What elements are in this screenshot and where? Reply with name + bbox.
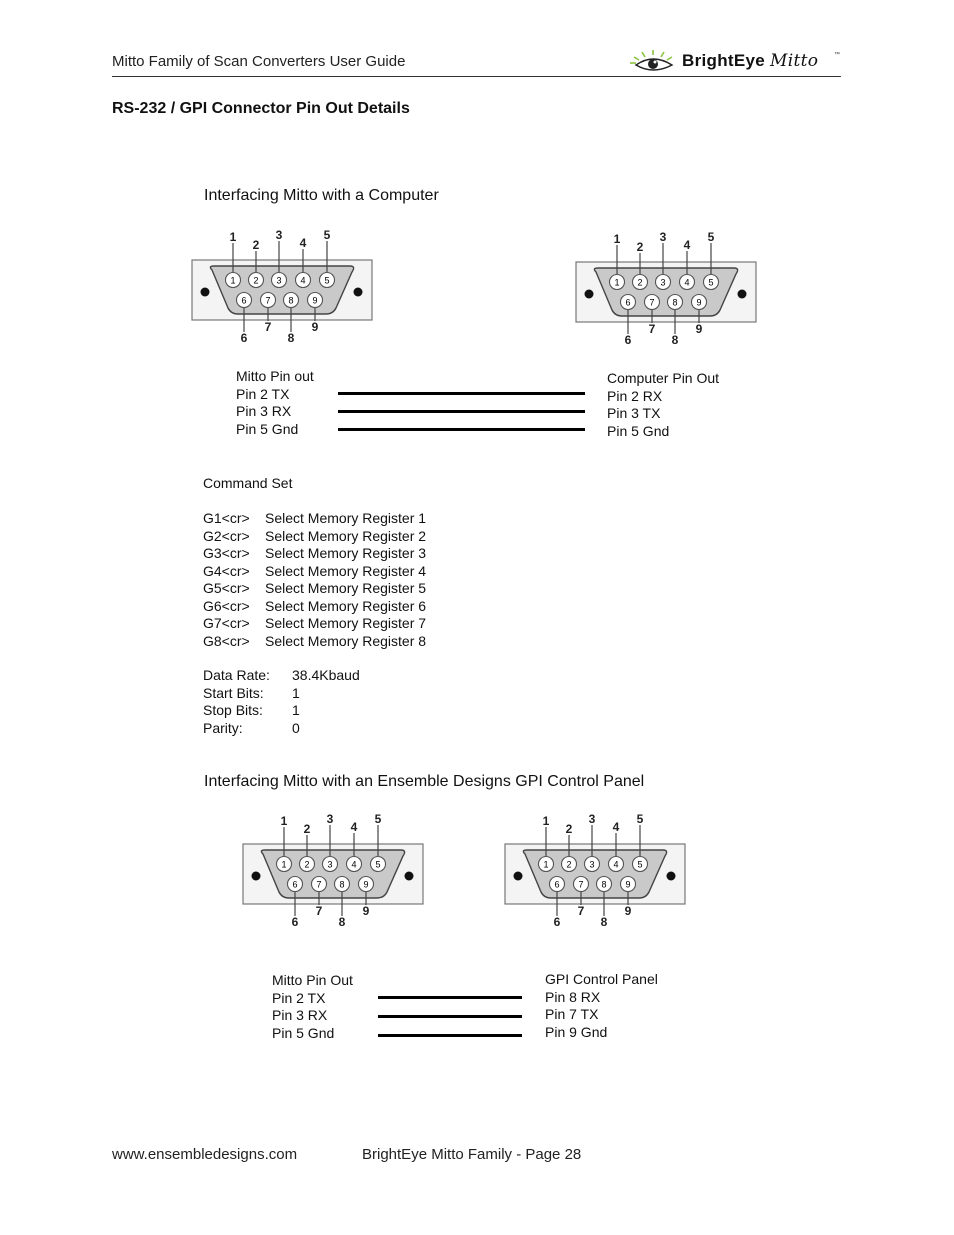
command-row: G5<cr> Select Memory Register 5 (203, 580, 427, 596)
pin-number: 1 (614, 277, 620, 288)
pin-callout: 2 (303, 822, 311, 836)
pin-number: 7 (316, 879, 322, 890)
pin-number: 6 (625, 297, 631, 308)
pin-callout: 7 (315, 904, 323, 918)
pin-callout: 5 (636, 812, 644, 826)
pin-label: Pin 3 RX (236, 403, 292, 419)
pin-number: 4 (351, 859, 357, 870)
pin-label: Pin 2 RX (607, 387, 663, 404)
brighteye-logo (628, 47, 844, 77)
pin-number: 3 (660, 277, 666, 288)
pin-callout: 8 (671, 333, 679, 347)
pin-callout: 6 (624, 333, 632, 347)
pin-number: 9 (312, 295, 318, 306)
pin-callout: 4 (612, 820, 620, 834)
pin-callout: 4 (299, 236, 307, 250)
db9-diagram (503, 812, 687, 936)
pin-number: 5 (324, 275, 330, 286)
pin-callout: 2 (565, 822, 573, 836)
pin-number: 4 (684, 277, 690, 288)
pin-number: 1 (543, 859, 549, 870)
pin-callout: 5 (707, 230, 715, 244)
pin-callout: 5 (374, 812, 382, 826)
command-set-heading: Command Set (203, 475, 293, 491)
wire-rx-tx-gpi (378, 1015, 522, 1018)
command-row: G3<cr> Select Memory Register 3 (203, 545, 427, 561)
pin-label: Mitto Pin Out (272, 972, 353, 988)
command-row: G7<cr> Select Memory Register 7 (203, 615, 427, 631)
mounting-hole (667, 872, 676, 881)
pin-callout: 2 (636, 240, 644, 254)
pin-number: 5 (375, 859, 381, 870)
pin-label: Pin 8 RX (545, 988, 601, 1005)
pin-number: 8 (601, 879, 607, 890)
pin-number: 7 (649, 297, 655, 308)
pin-label: Pin 3 TX (607, 405, 661, 421)
pin-callout: 6 (240, 331, 248, 345)
pin-callout: 8 (287, 331, 295, 345)
pin-callout: 8 (600, 915, 608, 929)
gpi-panel-pin-list (545, 971, 658, 1041)
setting-row: Data Rate: 38.4Kbaud (203, 667, 360, 683)
setting-row: Stop Bits: 1 (203, 702, 300, 718)
pin-number: 2 (253, 275, 259, 286)
computer-pin-list (607, 370, 719, 440)
computer-heading: Interfacing Mitto with a Computer (204, 187, 439, 204)
pin-callout: 6 (553, 915, 561, 929)
pin-callout: 1 (613, 232, 621, 246)
header-rule (112, 76, 841, 77)
pin-callout: 7 (577, 904, 585, 918)
pin-number: 8 (339, 879, 345, 890)
pin-label: Pin 9 Gnd (545, 1023, 608, 1040)
pin-number: 1 (230, 275, 236, 286)
pin-number: 9 (363, 879, 369, 890)
pin-callout: 8 (338, 915, 346, 929)
command-row: G1<cr> Select Memory Register 1 (203, 510, 427, 526)
pin-callout: 3 (588, 812, 596, 826)
command-row: G6<cr> Select Memory Register 6 (203, 597, 427, 614)
pin-callout: 4 (350, 820, 358, 834)
pin-callout: 9 (624, 904, 632, 918)
mounting-hole (585, 290, 594, 299)
pin-number: 6 (292, 879, 298, 890)
pin-callout: 3 (659, 230, 667, 244)
db9-diagram (190, 228, 374, 352)
logo-trademark: ™ (834, 52, 840, 58)
pin-number: 5 (637, 859, 643, 870)
header-title: Mitto Family of Scan Converters User Guide (112, 53, 406, 70)
setting-row: Parity: 0 (203, 719, 300, 736)
pin-number: 9 (625, 879, 631, 890)
pin-number: 1 (281, 859, 287, 870)
pin-number: 2 (566, 859, 572, 870)
mounting-hole (514, 872, 523, 881)
wire-tx-rx (338, 392, 585, 395)
pin-label: Pin 2 TX (236, 385, 290, 402)
db9-connector-mitto-gpi (241, 812, 425, 941)
mounting-hole (738, 290, 747, 299)
db9-connector-mitto (190, 228, 374, 357)
setting-row: Start Bits: 1 (203, 684, 300, 701)
pin-callout: 5 (323, 228, 331, 242)
pin-callout: 1 (229, 230, 237, 244)
mounting-hole (252, 872, 261, 881)
pin-callout: 6 (291, 915, 299, 929)
pin-number: 3 (276, 275, 282, 286)
pin-number: 4 (300, 275, 306, 286)
db9-connector-computer (574, 230, 758, 359)
pin-callout: 1 (280, 814, 288, 828)
pin-label: Pin 5 Gnd (272, 1024, 335, 1041)
mounting-hole (201, 288, 210, 297)
command-row: G8<cr> Select Memory Register 8 (203, 632, 427, 649)
pin-callout: 7 (648, 322, 656, 336)
pin-number: 3 (589, 859, 595, 870)
pin-callout: 2 (252, 238, 260, 252)
serial-settings (203, 667, 360, 737)
mounting-hole (354, 288, 363, 297)
pin-callout: 7 (264, 320, 272, 334)
db9-connector-gpi-panel (503, 812, 687, 941)
pin-number: 3 (327, 859, 333, 870)
pin-callout: 3 (326, 812, 334, 826)
pin-number: 4 (613, 859, 619, 870)
wire-gnd (338, 428, 585, 431)
mitto-pin-list (236, 368, 314, 438)
footer-page-number: BrightEye Mitto Family - Page 28 (362, 1146, 582, 1163)
pin-label: Mitto Pin out (236, 368, 314, 384)
pin-number: 9 (696, 297, 702, 308)
pin-callout: 1 (542, 814, 550, 828)
pin-callout: 4 (683, 238, 691, 252)
pin-label: Pin 3 RX (272, 1007, 328, 1023)
db9-diagram (574, 230, 758, 354)
wire-tx-rx-gpi (378, 996, 522, 999)
command-list (203, 510, 426, 650)
mitto-gpi-pin-list (272, 972, 353, 1042)
pin-number: 6 (241, 295, 247, 306)
wire-rx-tx (338, 410, 585, 413)
pin-number: 8 (288, 295, 294, 306)
pin-label: Pin 5 Gnd (607, 422, 670, 439)
command-row: G2<cr> Select Memory Register 2 (203, 527, 427, 544)
pin-number: 2 (304, 859, 310, 870)
pin-label: Pin 2 TX (272, 989, 326, 1006)
section-title: RS-232 / GPI Connector Pin Out Details (112, 100, 410, 117)
db9-diagram (241, 812, 425, 936)
gpi-heading: Interfacing Mitto with an Ensemble Designs GPI Control Panel (204, 773, 645, 790)
command-row: G4<cr> Select Memory Register 4 (203, 562, 427, 579)
pin-number: 6 (554, 879, 560, 890)
pin-number: 8 (672, 297, 678, 308)
pin-callout: 3 (275, 228, 283, 242)
pin-number: 7 (265, 295, 271, 306)
pin-number: 7 (578, 879, 584, 890)
logo-wordmark: BrightEye Mitto (682, 51, 819, 71)
pin-number: 2 (637, 277, 643, 288)
eye-icon (628, 49, 678, 75)
footer-website: www.ensembledesigns.com (112, 1146, 298, 1163)
pin-label: Pin 7 TX (545, 1006, 599, 1022)
pin-label: Computer Pin Out (607, 370, 720, 386)
pin-label: GPI Control Panel (545, 971, 658, 987)
pin-callout: 9 (311, 320, 319, 334)
pin-callout: 9 (362, 904, 370, 918)
pin-number: 5 (708, 277, 714, 288)
mounting-hole (405, 872, 414, 881)
pin-callout: 9 (695, 322, 703, 336)
wire-gnd-gpi (378, 1034, 522, 1037)
pin-label: Pin 5 Gnd (236, 420, 299, 437)
